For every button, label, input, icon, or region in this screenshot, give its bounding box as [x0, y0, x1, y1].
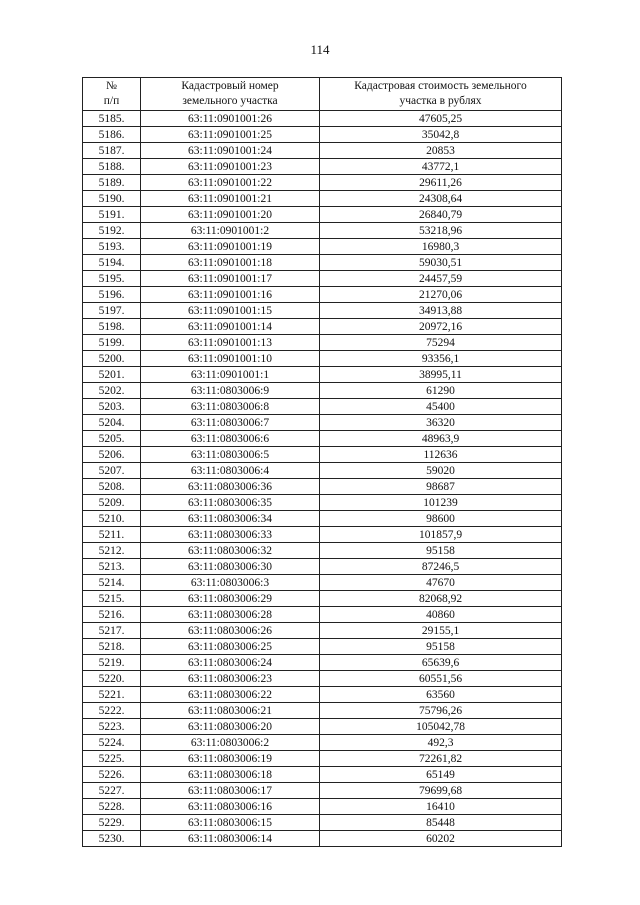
cadastral-cost-cell: 60202: [320, 831, 562, 847]
cadastral-cost-cell: 20972,16: [320, 319, 562, 335]
cadastral-cost-cell: 87246,5: [320, 559, 562, 575]
cadastral-number-cell: 63:11:0901001:14: [141, 319, 320, 335]
table-row: [83, 223, 562, 239]
cadastral-number-cell: 63:11:0803006:7: [141, 415, 320, 431]
table-row: [83, 175, 562, 191]
table-row: [83, 511, 562, 527]
cadastral-cost-cell: 16410: [320, 799, 562, 815]
cadastral-cost-cell: 34913,88: [320, 303, 562, 319]
cadastral-cost-cell: 24308,64: [320, 191, 562, 207]
cadastral-cost-cell: 40860: [320, 607, 562, 623]
table-row: [83, 287, 562, 303]
cadastral-cost-cell: 47605,25: [320, 111, 562, 127]
cadastral-number-cell: 63:11:0803006:26: [141, 623, 320, 639]
table-row: [83, 639, 562, 655]
cadastral-cost-cell: 105042,78: [320, 719, 562, 735]
cadastral-cost-cell: 26840,79: [320, 207, 562, 223]
header-cadastral-number-label: Кадастровый номер земельного участка: [181, 80, 279, 107]
cadastral-number-cell: 63:11:0803006:17: [141, 783, 320, 799]
cadastral-number-cell: 63:11:0803006:2: [141, 735, 320, 751]
table-row: [83, 655, 562, 671]
cadastral-number-cell: 63:11:0803006:20: [141, 719, 320, 735]
cadastral-number-cell: 63:11:0803006:30: [141, 559, 320, 575]
cadastral-cost-cell: 65149: [320, 767, 562, 783]
table-row: [83, 447, 562, 463]
table-row: [83, 687, 562, 703]
cadastral-number-cell: 63:11:0803006:5: [141, 447, 320, 463]
cadastral-cost-cell: 98687: [320, 479, 562, 495]
cadastral-cost-cell: 93356,1: [320, 351, 562, 367]
row-number-cell: 5222.: [83, 703, 141, 719]
cadastral-cost-cell: 35042,8: [320, 127, 562, 143]
header-cadastral-cost-label: Кадастровая стоимость земельного участка в рублях: [354, 80, 527, 107]
cadastral-number-cell: 63:11:0803006:4: [141, 463, 320, 479]
cadastral-cost-cell: 60551,56: [320, 671, 562, 687]
cadastral-cost-cell: 112636: [320, 447, 562, 463]
cadastral-number-cell: 63:11:0803006:15: [141, 815, 320, 831]
cadastral-cost-cell: 101857,9: [320, 527, 562, 543]
row-number-cell: 5223.: [83, 719, 141, 735]
cadastral-cost-cell: 16980,3: [320, 239, 562, 255]
table-row: [83, 271, 562, 287]
table-row: [83, 719, 562, 735]
table-row: [83, 191, 562, 207]
table-row: [83, 799, 562, 815]
cadastral-cost-cell: 36320: [320, 415, 562, 431]
cadastral-cost-cell: 53218,96: [320, 223, 562, 239]
cadastral-number-cell: 63:11:0901001:23: [141, 159, 320, 175]
cadastral-cost-cell: 101239: [320, 495, 562, 511]
row-number-cell: 5215.: [83, 591, 141, 607]
row-number-cell: 5225.: [83, 751, 141, 767]
cadastral-number-cell: 63:11:0803006:19: [141, 751, 320, 767]
cadastral-cost-cell: 98600: [320, 511, 562, 527]
table-row: [83, 383, 562, 399]
table-row: [83, 559, 562, 575]
row-number-cell: 5216.: [83, 607, 141, 623]
cadastral-cost-cell: 95158: [320, 543, 562, 559]
table-row: [83, 143, 562, 159]
cadastral-cost-cell: 38995,11: [320, 367, 562, 383]
cadastral-number-cell: 63:11:0901001:15: [141, 303, 320, 319]
cadastral-number-cell: 63:11:0901001:13: [141, 335, 320, 351]
table-row: [83, 527, 562, 543]
row-number-cell: 5228.: [83, 799, 141, 815]
table-row: [83, 399, 562, 415]
header-row-number-label: № п/п: [103, 80, 120, 107]
table-row: [83, 607, 562, 623]
table-row: [83, 831, 562, 847]
cadastral-cost-cell: 72261,82: [320, 751, 562, 767]
cadastral-cost-cell: 20853: [320, 143, 562, 159]
row-number-cell: 5194.: [83, 255, 141, 271]
table-row: [83, 351, 562, 367]
table-row: [83, 783, 562, 799]
page-number: 114: [310, 42, 330, 57]
cadastral-value-table: [82, 77, 562, 847]
cadastral-cost-cell: 75796,26: [320, 703, 562, 719]
cadastral-cost-cell: 61290: [320, 383, 562, 399]
row-number-cell: 5204.: [83, 415, 141, 431]
cadastral-number-cell: 63:11:0803006:33: [141, 527, 320, 543]
cadastral-number-cell: 63:11:0803006:35: [141, 495, 320, 511]
header-cadastral-number: [141, 78, 320, 111]
table-row: [83, 495, 562, 511]
row-number-cell: 5196.: [83, 287, 141, 303]
table-row: [83, 207, 562, 223]
row-number-cell: 5188.: [83, 159, 141, 175]
row-number-cell: 5224.: [83, 735, 141, 751]
cadastral-cost-cell: 65639,6: [320, 655, 562, 671]
cadastral-number-cell: 63:11:0803006:36: [141, 479, 320, 495]
cadastral-cost-cell: 85448: [320, 815, 562, 831]
row-number-cell: 5210.: [83, 511, 141, 527]
table-row: [83, 735, 562, 751]
cadastral-number-cell: 63:11:0803006:3: [141, 575, 320, 591]
table-row: [83, 319, 562, 335]
row-number-cell: 5219.: [83, 655, 141, 671]
table-row: [83, 463, 562, 479]
cadastral-number-cell: 63:11:0901001:1: [141, 367, 320, 383]
row-number-cell: 5202.: [83, 383, 141, 399]
row-number-cell: 5186.: [83, 127, 141, 143]
row-number-cell: 5230.: [83, 831, 141, 847]
table-row: [83, 303, 562, 319]
row-number-cell: 5212.: [83, 543, 141, 559]
cadastral-number-cell: 63:11:0803006:14: [141, 831, 320, 847]
row-number-cell: 5193.: [83, 239, 141, 255]
table-row: [83, 479, 562, 495]
row-number-cell: 5198.: [83, 319, 141, 335]
cadastral-number-cell: 63:11:0901001:24: [141, 143, 320, 159]
cadastral-cost-cell: 43772,1: [320, 159, 562, 175]
cadastral-number-cell: 63:11:0803006:8: [141, 399, 320, 415]
table-row: [83, 431, 562, 447]
row-number-cell: 5187.: [83, 143, 141, 159]
cadastral-cost-cell: 48963,9: [320, 431, 562, 447]
cadastral-number-cell: 63:11:0803006:24: [141, 655, 320, 671]
table-row: [83, 159, 562, 175]
row-number-cell: 5192.: [83, 223, 141, 239]
cadastral-cost-cell: 24457,59: [320, 271, 562, 287]
cadastral-number-cell: 63:11:0901001:18: [141, 255, 320, 271]
row-number-cell: 5199.: [83, 335, 141, 351]
table-row: [83, 815, 562, 831]
row-number-cell: 5203.: [83, 399, 141, 415]
cadastral-number-cell: 63:11:0803006:32: [141, 543, 320, 559]
cadastral-number-cell: 63:11:0803006:18: [141, 767, 320, 783]
row-number-cell: 5189.: [83, 175, 141, 191]
row-number-cell: 5220.: [83, 671, 141, 687]
table-row: [83, 543, 562, 559]
cadastral-number-cell: 63:11:0803006:22: [141, 687, 320, 703]
cadastral-cost-cell: 29611,26: [320, 175, 562, 191]
table-row: [83, 255, 562, 271]
row-number-cell: 5209.: [83, 495, 141, 511]
cadastral-number-cell: 63:11:0803006:29: [141, 591, 320, 607]
table-row: [83, 127, 562, 143]
cadastral-number-cell: 63:11:0803006:23: [141, 671, 320, 687]
cadastral-number-cell: 63:11:0901001:2: [141, 223, 320, 239]
table-row: [83, 671, 562, 687]
cadastral-number-cell: 63:11:0901001:20: [141, 207, 320, 223]
cadastral-number-cell: 63:11:0901001:25: [141, 127, 320, 143]
cadastral-cost-cell: 59030,51: [320, 255, 562, 271]
row-number-cell: 5229.: [83, 815, 141, 831]
row-number-cell: 5226.: [83, 767, 141, 783]
table-row: [83, 751, 562, 767]
cadastral-number-cell: 63:11:0901001:10: [141, 351, 320, 367]
cadastral-cost-cell: 82068,92: [320, 591, 562, 607]
row-number-cell: 5190.: [83, 191, 141, 207]
header-row-number: [83, 78, 141, 111]
row-number-cell: 5208.: [83, 479, 141, 495]
table-row: [83, 575, 562, 591]
cadastral-number-cell: 63:11:0901001:17: [141, 271, 320, 287]
table-row: [83, 239, 562, 255]
table-body: [83, 111, 562, 847]
cadastral-number-cell: 63:11:0901001:22: [141, 175, 320, 191]
cadastral-cost-cell: 63560: [320, 687, 562, 703]
cadastral-number-cell: 63:11:0803006:34: [141, 511, 320, 527]
table-row: [83, 767, 562, 783]
row-number-cell: 5185.: [83, 111, 141, 127]
cadastral-number-cell: 63:11:0901001:19: [141, 239, 320, 255]
cadastral-cost-cell: 59020: [320, 463, 562, 479]
row-number-cell: 5211.: [83, 527, 141, 543]
cadastral-number-cell: 63:11:0803006:21: [141, 703, 320, 719]
cadastral-cost-cell: 75294: [320, 335, 562, 351]
row-number-cell: 5195.: [83, 271, 141, 287]
cadastral-cost-cell: 492,3: [320, 735, 562, 751]
cadastral-number-cell: 63:11:0803006:9: [141, 383, 320, 399]
cadastral-number-cell: 63:11:0901001:21: [141, 191, 320, 207]
cadastral-cost-cell: 29155,1: [320, 623, 562, 639]
row-number-cell: 5213.: [83, 559, 141, 575]
cadastral-number-cell: 63:11:0901001:16: [141, 287, 320, 303]
cadastral-number-cell: 63:11:0901001:26: [141, 111, 320, 127]
row-number-cell: 5214.: [83, 575, 141, 591]
cadastral-number-cell: 63:11:0803006:16: [141, 799, 320, 815]
table-row: [83, 623, 562, 639]
cadastral-cost-cell: 47670: [320, 575, 562, 591]
cadastral-number-cell: 63:11:0803006:6: [141, 431, 320, 447]
cadastral-number-cell: 63:11:0803006:28: [141, 607, 320, 623]
row-number-cell: 5206.: [83, 447, 141, 463]
header-cadastral-cost: [320, 78, 562, 111]
table-row: [83, 111, 562, 127]
row-number-cell: 5221.: [83, 687, 141, 703]
cadastral-cost-cell: 21270,06: [320, 287, 562, 303]
row-number-cell: 5217.: [83, 623, 141, 639]
cadastral-cost-cell: 45400: [320, 399, 562, 415]
cadastral-cost-cell: 95158: [320, 639, 562, 655]
cadastral-number-cell: 63:11:0803006:25: [141, 639, 320, 655]
row-number-cell: 5197.: [83, 303, 141, 319]
row-number-cell: 5200.: [83, 351, 141, 367]
table-row: [83, 703, 562, 719]
row-number-cell: 5227.: [83, 783, 141, 799]
row-number-cell: 5191.: [83, 207, 141, 223]
header-row: [83, 78, 562, 111]
row-number-cell: 5207.: [83, 463, 141, 479]
table-row: [83, 367, 562, 383]
cadastral-cost-cell: 79699,68: [320, 783, 562, 799]
row-number-cell: 5218.: [83, 639, 141, 655]
row-number-cell: 5205.: [83, 431, 141, 447]
row-number-cell: 5201.: [83, 367, 141, 383]
table-row: [83, 335, 562, 351]
table-row: [83, 415, 562, 431]
table-row: [83, 591, 562, 607]
table-header: [83, 78, 562, 111]
